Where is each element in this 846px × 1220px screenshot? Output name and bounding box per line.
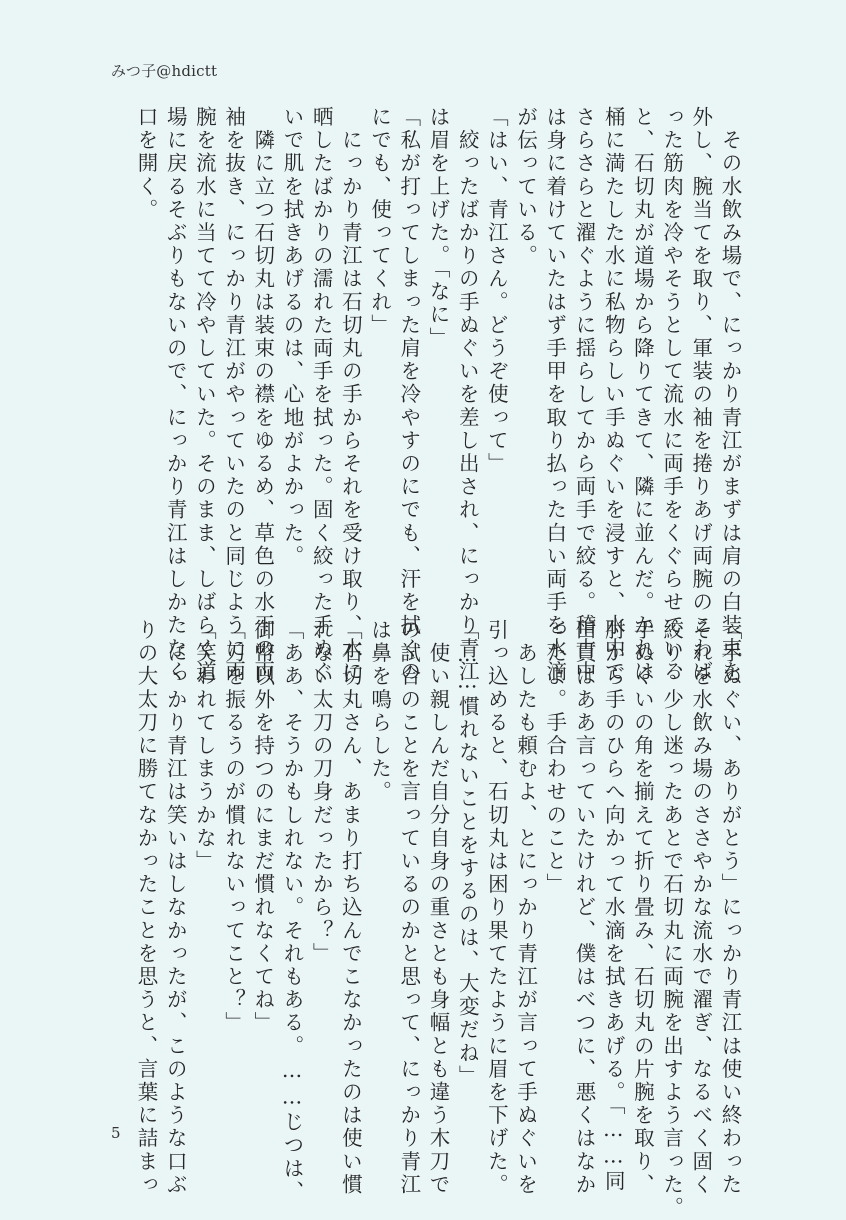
text-column: 「……慣れないことをするのは、大変だね」 bbox=[455, 619, 480, 1088]
text-column: 外し、腕当てを取り、軍装の袖を捲りあげ両腕のこわば bbox=[688, 106, 713, 684]
text-column: と、石切丸が道場から降りてきて、隣に並んだ。かれは bbox=[630, 106, 655, 684]
text-column: は身に着けていたはず手甲を取り払った白い両手を水滴 bbox=[542, 106, 567, 684]
page-number: 5 bbox=[111, 1124, 121, 1142]
text-column: 「手ぬぐい、ありがとう」にっかり青江は使い終わった bbox=[718, 619, 742, 1197]
text-column: にでも、使ってくれ」 bbox=[367, 106, 392, 337]
text-column: の試合のことを言っているのかと思って、にっかり青江 bbox=[396, 619, 421, 1197]
text-column: 隣に立つ石切丸は装束の襟をゆるめ、草色の水干の両 bbox=[250, 106, 275, 684]
text-column: いで肌を拭きあげるのは、心地がよかった。 bbox=[280, 106, 304, 568]
text-column: 口を開く。 bbox=[134, 106, 158, 222]
text-column: にっかり青江は笑いはしなかったが、このような口ぶ bbox=[163, 619, 188, 1197]
text-column: 桶に満たした水に私物らしい手ぬぐいを浸すと、水中で bbox=[601, 106, 626, 684]
text-column: 場に戻るそぶりもないので、にっかり青江はしかたなく bbox=[163, 106, 188, 684]
text-column: が伝っている。 bbox=[513, 106, 538, 268]
text-column: 「私が打ってしまった肩を冷やすのにでも、汗を拭くの bbox=[396, 106, 421, 684]
text-column: 御幣以外を持つのにまだ慣れなくてね」 bbox=[250, 619, 275, 1035]
author-credit: みつ子@hdictt bbox=[111, 62, 218, 80]
text-column: 腕を流水に当てて冷やしていた。そのまま、しばらく道 bbox=[192, 106, 217, 684]
text-column: 田貫はああ言っていたけれど、僕はべつに、悪くはなか bbox=[572, 619, 596, 1197]
text-column: にっかり青江は石切丸の手からそれを受け取り、水に bbox=[338, 106, 363, 684]
text-column: 「石切丸さん、あまり打ち込んでこなかったのは使い慣 bbox=[338, 619, 363, 1197]
text-column: 「笑われてしまうかな」 bbox=[192, 619, 217, 874]
text-column: それを水飲み場のささやかな流水で濯ぎ、なるべく固く bbox=[688, 619, 713, 1197]
text-column: 肘から手のひらへ向かって水滴を拭きあげる。「……同 bbox=[601, 619, 626, 1194]
text-column: った筋肉を冷やそうとして流水に両手をくぐらせている bbox=[659, 106, 684, 684]
text-column: 絞り、少し迷ったあとで石切丸に両腕を出すよう言った。 bbox=[659, 619, 684, 1220]
text-column: は鼻を鳴らした。 bbox=[367, 619, 392, 804]
text-column: れない太刀の刀身だったから？」 bbox=[309, 619, 334, 966]
text-column: 絞ったばかりの手ぬぐいを差し出され、にっかり青江 bbox=[455, 106, 480, 684]
text-column: 手ぬぐいの角を揃えて折り畳み、石切丸の片腕を取り、 bbox=[630, 619, 655, 1197]
text-column: 「はい、青江さん。どうぞ使って」 bbox=[484, 106, 509, 476]
text-column: さらさらと濯ぐように揺らしてから両手で絞る。稽古中 bbox=[572, 106, 596, 684]
text-column: は眉を上げた。「なに」 bbox=[426, 106, 450, 350]
text-column: その水飲み場で、にっかり青江がまずは肩の白装束を bbox=[718, 106, 742, 684]
text-column: りの大太刀に勝てなかったことを思うと、言葉に詰まっ bbox=[134, 619, 158, 1197]
text-column: 「刀を振るうのが慣れないってこと？」 bbox=[221, 619, 246, 1035]
text-column: ったよ。手合わせのこと」 bbox=[542, 619, 567, 897]
text-column: 晒したばかりの濡れた両手を拭った。固く絞った手ぬぐ bbox=[309, 106, 334, 684]
text-column: 引っ込めると、石切丸は困り果てたように眉を下げた。 bbox=[484, 619, 509, 1197]
text-column: 使い親しんだ自分自身の重さとも身幅とも違う木刀で bbox=[426, 619, 450, 1197]
text-column: あしたも頼むよ、とにっかり青江が言って手ぬぐいを bbox=[513, 619, 538, 1197]
text-column: 袖を抜き、にっかり青江がやっていたのと同じように両 bbox=[221, 106, 246, 684]
text-column: 「ああ、そうかもしれない。それもある。……じつは、 bbox=[280, 619, 304, 1204]
